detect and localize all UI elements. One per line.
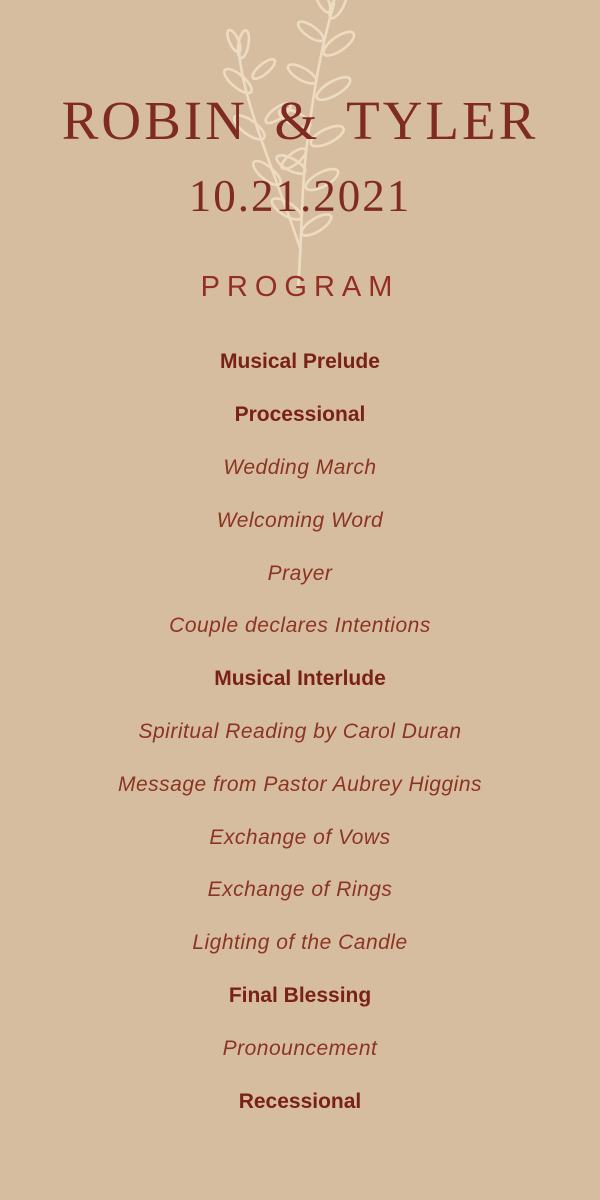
program-item: Message from Pastor Aubrey Higgins — [117, 772, 483, 796]
program-item: Wedding March — [223, 455, 377, 479]
program-item: Exchange of Vows — [209, 825, 391, 849]
program-item: Spiritual Reading by Carol Duran — [138, 719, 462, 743]
wedding-date: 10.21.2021 — [188, 171, 412, 221]
program-item: Musical Prelude — [220, 350, 380, 374]
program-list — [0, 336, 600, 1128]
program-item: Recessional — [238, 1089, 362, 1113]
program-item: Final Blessing — [228, 983, 372, 1007]
program-item: Musical Interlude — [214, 667, 386, 691]
couple-names: ROBIN & TYLER — [61, 90, 539, 151]
program-item: Processional — [234, 403, 366, 427]
program-item: Couple declares Intentions — [169, 614, 431, 638]
program-heading: PROGRAM — [200, 271, 400, 303]
program-item: Lighting of the Candle — [192, 931, 408, 955]
program-item: Exchange of Rings — [207, 878, 393, 902]
program-item: Pronouncement — [222, 1036, 378, 1060]
program-item: Prayer — [267, 561, 333, 585]
program-item: Welcoming Word — [216, 508, 384, 532]
